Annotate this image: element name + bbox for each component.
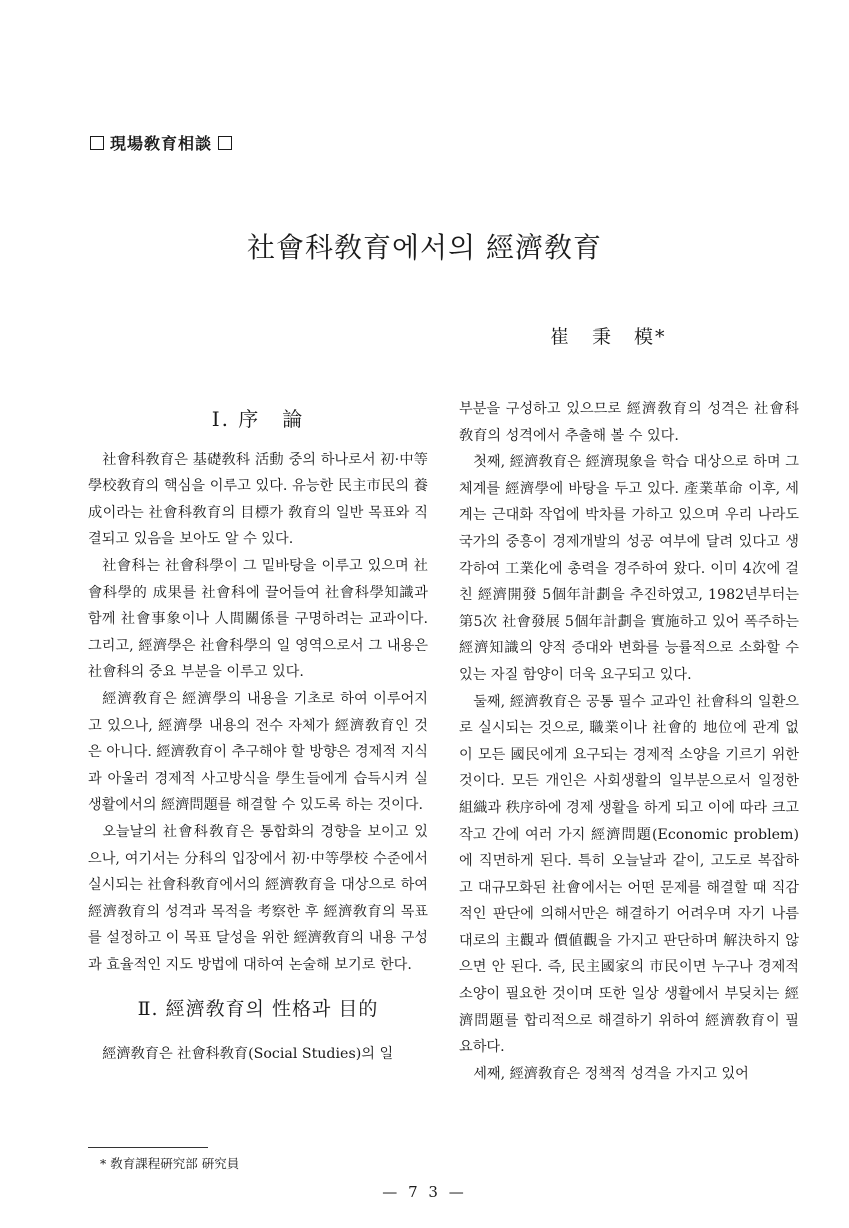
footnote: * 敎育課程硏究部 硏究員 xyxy=(100,1156,240,1171)
page-number: — 7 3 — xyxy=(382,1183,467,1201)
paragraph: 세째, 經濟敎育은 정책적 성격을 가지고 있어 xyxy=(473,1065,749,1082)
paragraph: 經濟敎育은 社會科敎育(Social Studies)의 일 xyxy=(102,1046,394,1063)
author-name: 崔 秉 模* xyxy=(550,326,667,348)
right-column xyxy=(459,396,799,1087)
paragraph: 둘째, 經濟敎育은 공통 필수 교과인 社會科의 일환으로 실시되는 것으로, 職業이나 社會的 地位에 관계 없이 모든 國民에게 요구되는 경제적 소양을 기르기 위한 것이다. 모든 개인은 사회생활의 일부분으로서 일정한 組織과 秩序하에 경제 생활을 하게 되고 이에 따라 크고작고 간에 여러 가지 經濟問題(Economic problem)에 직면하게 된다. 특히 오늘날과 같이, 고도로 복잡하고 대규모화된 社會에서는 어떤 문제를 해결할 때 직감적인 판단에 의해서만은 해결하기 어려우며 자기 나름대로의 主觀과 價値觀을 가지고 판단하며 解決하지 않으면 안 된다. 즉, 民主國家의 市民이면 누구나 경제적 소양이 필요한 것이며 또한 일상 생활에서 부딪치는 經濟問題를 합리적으로 해결하기 위하여 經濟敎育이 필요하다. xyxy=(459,693,799,1056)
square-box-icon xyxy=(90,136,104,150)
square-box-icon xyxy=(218,136,232,150)
paragraph: 오늘날의 社會科敎育은 통합화의 경향을 보이고 있으나, 여기서는 分科의 입장에서 初·中等學校 수준에서 실시되는 社會科敎育에서의 經濟敎育을 대상으로 하여 經濟敎育의 성격과 목적을 考察한 후 經濟敎育의 목표를 설정하고 이 목표 달성을 위한 經濟敎育의 내용 구성과 효율적인 지도 방법에 대하여 논술해 보기로 한다. xyxy=(88,823,428,973)
paragraph: 社會科는 社會科學이 그 밑바탕을 이루고 있으며 社會科學的 成果를 社會科에 끌어들여 社會科學知識과 함께 社會事象이나 人間關係를 구명하려는 교과이다. 그리고, 經濟學은 社會科學의 일 영역으로서 그 내용은 社會科의 중요 부분을 이루고 있다. xyxy=(88,557,428,681)
left-column xyxy=(88,396,428,1068)
footnote-divider xyxy=(88,1147,208,1148)
paragraph: 社會科敎育은 基礎敎科 活動 중의 하나로서 初·中等學校敎育의 핵심을 이루고 있다. 유능한 民主市民의 養成이라는 社會科敎育의 目標가 敎育의 일반 목표와 직결되고 있음을 보아도 알 수 있다. xyxy=(88,451,428,548)
section-tag xyxy=(90,131,232,154)
paragraph: 經濟敎育은 經濟學의 내용을 기초로 하여 이루어지고 있으나, 經濟學 내용의 전수 자체가 經濟敎育인 것은 아니다. 經濟敎育이 추구해야 할 방향은 경제적 지식과 아울러 경제적 사고방식을 學生들에게 습득시켜 실생활에서의 經濟問題를 해결할 수 있도록 하는 것이다. xyxy=(88,690,428,814)
paragraph: 첫째, 經濟敎育은 經濟現象을 학습 대상으로 하며 그 체계를 經濟學에 바탕을 두고 있다. 產業革命 이후, 세계는 근대화 작업에 박차를 가하고 있으며 우리 나라도 국가의 중흥이 경제개발의 성공 여부에 달려 있다고 생각하여 工業化에 총력을 경주하여 왔다. 이미 4次에 걸친 經濟開發 5個年計劃을 추진하였고, 1982년부터는 第5次 社會發展 5個年計劃을 實施하고 있어 폭주하는 經濟知識의 양적 증대와 변화를 능률적으로 소화할 수 있는 자질 함양이 더욱 요구되고 있다. xyxy=(459,454,799,683)
article-title: 社會科敎育에서의 經濟敎育 xyxy=(246,231,603,264)
section-tag-label: 現場敎育相談 xyxy=(110,134,213,153)
section-heading-nature-and-purpose: Ⅱ. 經濟敎育의 性格과 目的 xyxy=(137,998,379,1021)
section-heading-introduction: Ⅰ. 序 論 xyxy=(211,407,305,431)
paragraph: 부분을 구성하고 있으므로 經濟敎育의 성격은 社會科敎育의 성격에서 추출해 볼 수 있다. xyxy=(459,401,799,444)
